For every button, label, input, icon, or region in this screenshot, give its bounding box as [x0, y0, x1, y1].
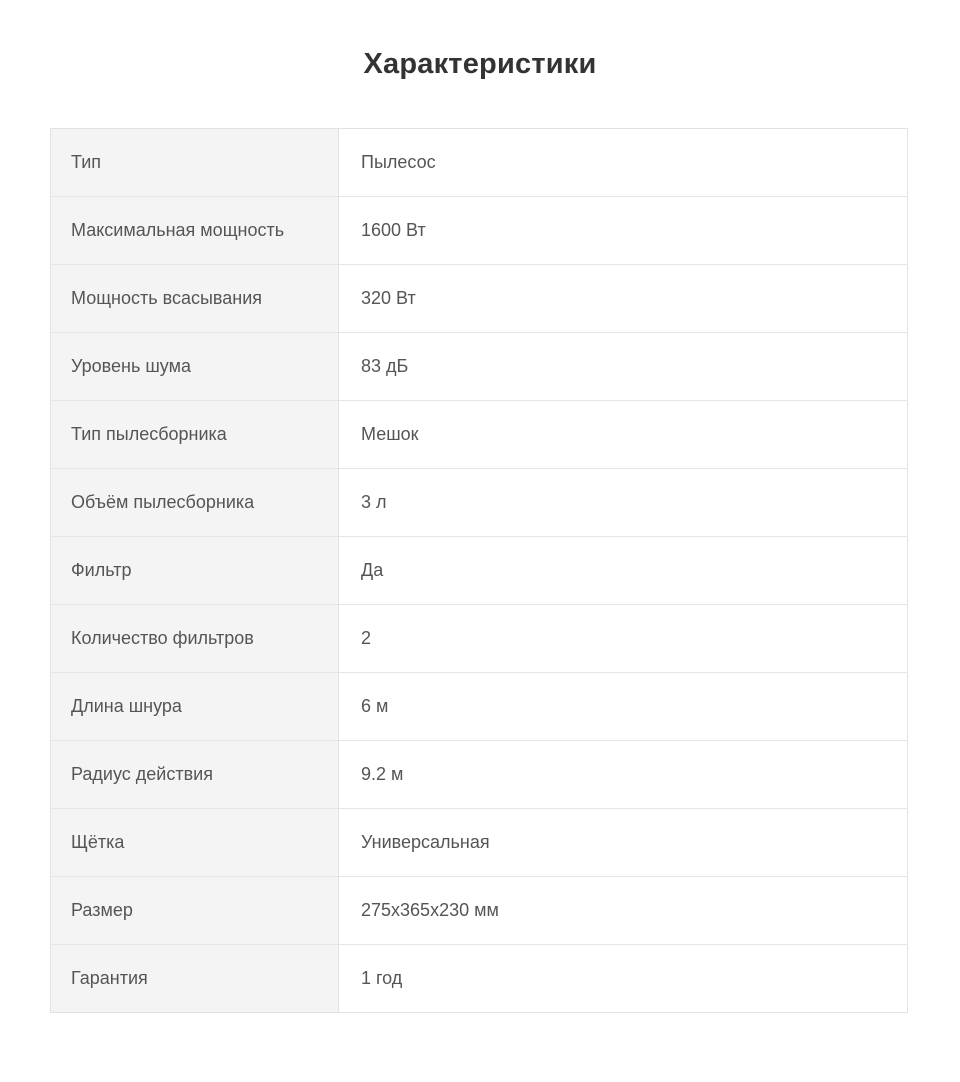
spec-label: Гарантия [51, 945, 339, 1013]
table-row [51, 809, 908, 877]
spec-value: 1 год [339, 945, 908, 1013]
spec-label: Количество фильтров [51, 605, 339, 673]
spec-value: 83 дБ [339, 333, 908, 401]
spec-value: Пылесос [339, 129, 908, 197]
spec-value: Да [339, 537, 908, 605]
spec-value: Мешок [339, 401, 908, 469]
spec-label: Объём пылесборника [51, 469, 339, 537]
page-title: Характеристики [363, 48, 597, 80]
spec-label: Максимальная мощность [51, 197, 339, 265]
spec-value: 320 Вт [339, 265, 908, 333]
spec-label: Щётка [51, 809, 339, 877]
spec-value: 9.2 м [339, 741, 908, 809]
spec-value: Универсальная [339, 809, 908, 877]
spec-label: Размер [51, 877, 339, 945]
spec-label: Длина шнура [51, 673, 339, 741]
spec-value: 1600 Вт [339, 197, 908, 265]
spec-value: 2 [339, 605, 908, 673]
table-row [51, 605, 908, 673]
table-row [51, 333, 908, 401]
spec-label: Тип [51, 129, 339, 197]
spec-value: 275x365x230 мм [339, 877, 908, 945]
table-row [51, 537, 908, 605]
table-row [51, 469, 908, 537]
spec-label: Мощность всасывания [51, 265, 339, 333]
table-row [51, 741, 908, 809]
spec-label: Фильтр [51, 537, 339, 605]
specifications-table [50, 128, 908, 1013]
spec-value: 3 л [339, 469, 908, 537]
table-row [51, 673, 908, 741]
spec-label: Радиус действия [51, 741, 339, 809]
table-row [51, 265, 908, 333]
spec-value: 6 м [339, 673, 908, 741]
table-row [51, 401, 908, 469]
table-row [51, 129, 908, 197]
table-row [51, 877, 908, 945]
table-row [51, 197, 908, 265]
spec-label: Тип пылесборника [51, 401, 339, 469]
table-row [51, 945, 908, 1013]
spec-label: Уровень шума [51, 333, 339, 401]
